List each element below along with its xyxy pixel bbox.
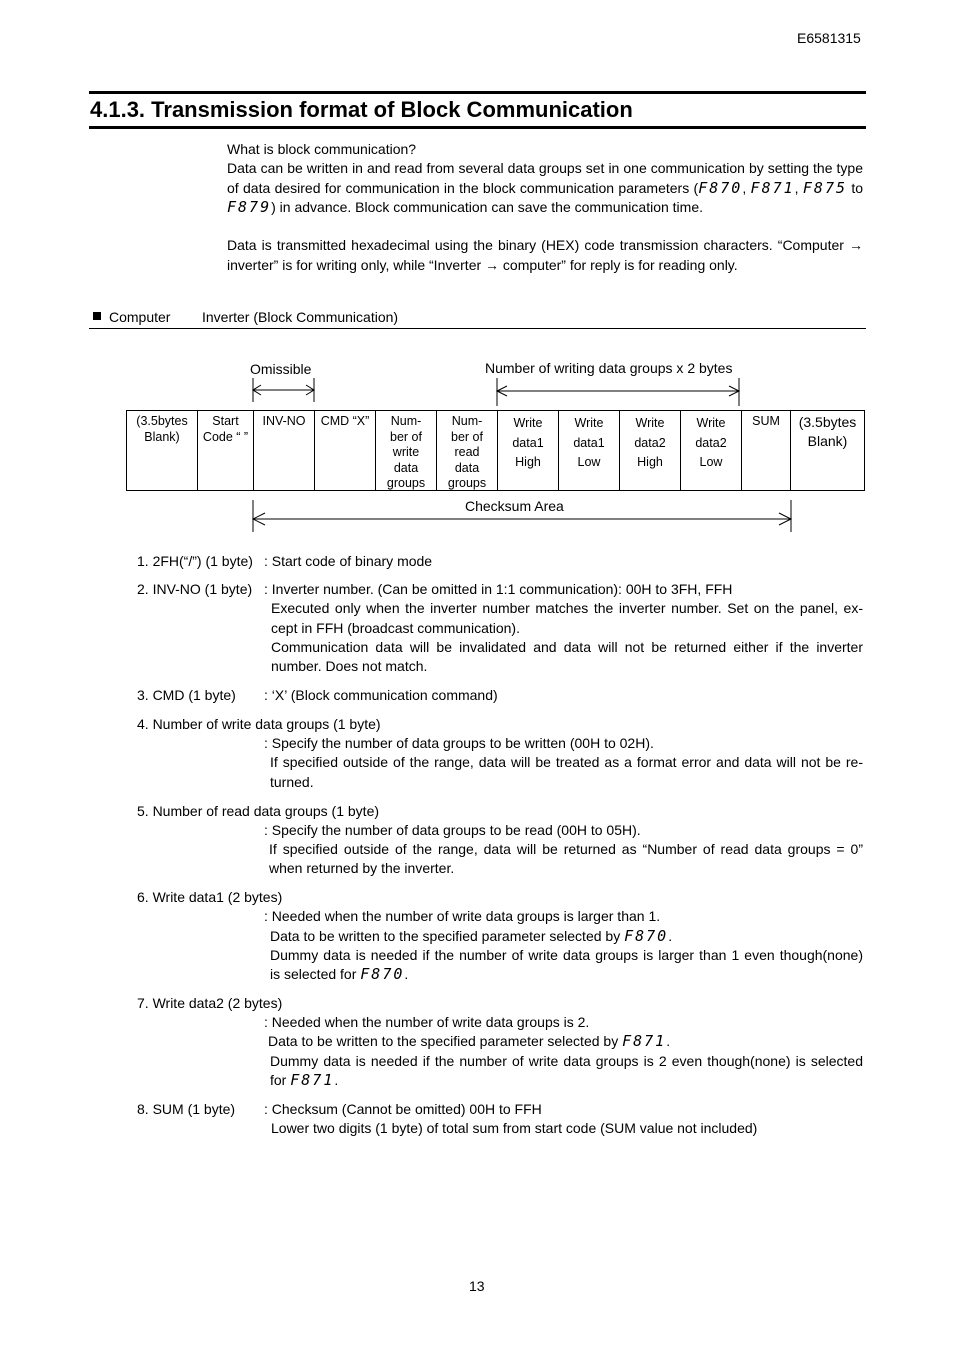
item-6-line-2 bbox=[270, 927, 672, 947]
item-8-line-2: Lower two digits (1 byte) of total sum from start code (SUM value not included) bbox=[271, 1120, 758, 1136]
frame-cell-write-data1-low: Write data1 Low bbox=[559, 411, 620, 490]
frame-cell-num-write-groups: Num-ber of write data groups bbox=[376, 411, 437, 490]
period: . bbox=[404, 966, 409, 982]
item-2-desc: : Inverter number. (Can be omitted in 1:1 communication): 00H to 3FH, FFH bbox=[264, 581, 733, 597]
checksum-area-label: Checksum Area bbox=[465, 498, 564, 514]
item-7-label: 7. Write data2 (2 bytes) bbox=[137, 995, 283, 1011]
item-7-line-1: : Needed when the number of write data groups is 2. bbox=[264, 1014, 590, 1030]
item-6-line-3: Dummy data is needed if the number of write data groups is larger than 1 even though(none) bbox=[270, 947, 863, 963]
sep-2: , bbox=[794, 179, 803, 196]
item-5-line-3: when returned by the inverter. bbox=[269, 860, 455, 876]
to-word: to bbox=[847, 179, 864, 196]
section-right-label: Inverter (Block Communication) bbox=[202, 309, 399, 325]
item-1-desc: : Start code of binary mode bbox=[264, 553, 433, 569]
param-code-f870: F870 bbox=[360, 965, 405, 983]
item-7-line-2-text: Data to be written to the specified parameter selected by bbox=[268, 1033, 623, 1049]
item-4-line-3: turned. bbox=[270, 774, 314, 790]
intro-paragraph-2: Data is transmitted hexadecimal using the binary (HEX) code transmission characters. “Computer → inverter” is for writing only, while “Inverter → computer” for reply is for reading only. bbox=[227, 237, 863, 273]
item-2-label: 2. INV-NO (1 byte) bbox=[137, 581, 253, 597]
param-code-f870: F870 bbox=[624, 927, 669, 945]
frame-cell-write-data2-low: Write data2 Low bbox=[681, 411, 742, 490]
item-4-line-2: If specified outside of the range, data will be treated as a format error and data will not be re- bbox=[270, 754, 863, 770]
item-4-label: 4. Number of write data groups (1 byte) bbox=[137, 716, 381, 732]
period: . bbox=[334, 1072, 339, 1088]
item-2-line-4: Communication data will be invalidated and data will not be returned either if the inverter bbox=[271, 639, 863, 655]
item-6-line-4 bbox=[270, 965, 408, 985]
frame-cell-inv-no: INV-NO bbox=[254, 411, 315, 490]
item-7-line-4-text: for bbox=[270, 1072, 291, 1088]
item-4-line-1: : Specify the number of data groups to be written (00H to 02H). bbox=[264, 735, 654, 751]
sep-1: , bbox=[742, 179, 751, 196]
intro-p1-text-b: ) in advance. Block communication can save the communication time. bbox=[271, 199, 703, 215]
item-3-desc: : ‘X’ (Block communication command) bbox=[264, 687, 498, 703]
frame-cell-start-code: Start Code “ ” bbox=[198, 411, 254, 490]
frame-cell-blank-end: (3.5bytes Blank) bbox=[798, 414, 857, 449]
document-id: E6581315 bbox=[797, 30, 861, 46]
intro-p1-text-a: Data can be written in and read from several data groups set in one communication by setting the type of data desired for communication in the block communication parameters ( bbox=[227, 160, 863, 196]
frame-cell-blank-start: (3.5bytes Blank) bbox=[127, 411, 198, 490]
item-6-label: 6. Write data1 (2 bytes) bbox=[137, 889, 283, 905]
period: . bbox=[666, 1033, 671, 1049]
item-2-line-3: cept in FFH (broadcast communication). bbox=[271, 620, 520, 636]
item-8-label: 8. SUM (1 byte) bbox=[137, 1101, 236, 1117]
item-5-label: 5. Number of read data groups (1 byte) bbox=[137, 803, 380, 819]
period: . bbox=[668, 928, 673, 944]
item-8-line-1: : Checksum (Cannot be omitted) 00H to FFH bbox=[264, 1101, 542, 1117]
item-6-line-1: : Needed when the number of write data groups is larger than 1. bbox=[264, 908, 661, 924]
frame-format-table bbox=[126, 410, 865, 491]
item-5-line-2: If specified outside of the range, data will be returned as “Number of read data groups = 0” bbox=[269, 841, 863, 857]
item-7-line-3: Dummy data is needed if the number of write data groups is 2 even though(none) is selected bbox=[270, 1053, 863, 1069]
frame-cell-cmd: CMD “X” bbox=[315, 411, 376, 490]
frame-cell-num-read-groups: Num-ber of read data groups bbox=[437, 411, 498, 490]
param-code-f871: F871 bbox=[750, 178, 795, 197]
item-2-line-5: number. Does not match. bbox=[271, 658, 428, 674]
param-code-f871: F871 bbox=[622, 1032, 667, 1050]
intro-question: What is block communication? bbox=[227, 141, 417, 157]
page-number: 13 bbox=[469, 1278, 485, 1294]
param-code-f870: F870 bbox=[698, 178, 743, 197]
frame-cell-write-data2-high: Write data2 High bbox=[620, 411, 681, 490]
param-code-f879: F879 bbox=[227, 198, 272, 216]
item-7-line-4 bbox=[270, 1071, 338, 1091]
item-2-line-2: Executed only when the inverter number matches the inverter number. Set on the panel, ex- bbox=[271, 600, 863, 616]
item-5-line-1: : Specify the number of data groups to be read (00H to 05H). bbox=[264, 822, 641, 838]
omissible-label: Omissible bbox=[250, 361, 312, 377]
section-left-label: Computer bbox=[109, 309, 171, 325]
param-code-f875: F875 bbox=[802, 178, 848, 197]
item-3-label: 3. CMD (1 byte) bbox=[137, 687, 236, 703]
item-6-line-4-text: is selected for bbox=[270, 966, 361, 982]
frame-cell-sum: SUM bbox=[742, 411, 791, 490]
param-code-f871: F871 bbox=[290, 1071, 335, 1089]
item-1-label: 1. 2FH(“/”) (1 byte) bbox=[137, 553, 253, 569]
item-7-line-2 bbox=[268, 1032, 670, 1052]
frame-cell-write-data1-high: Write data1 High bbox=[498, 411, 559, 490]
page-title: 4.1.3. Transmission format of Block Communication bbox=[90, 97, 633, 122]
write-groups-label: Number of writing data groups x 2 bytes bbox=[485, 360, 733, 376]
item-6-line-2-text: Data to be written to the specified parameter selected by bbox=[270, 928, 625, 944]
